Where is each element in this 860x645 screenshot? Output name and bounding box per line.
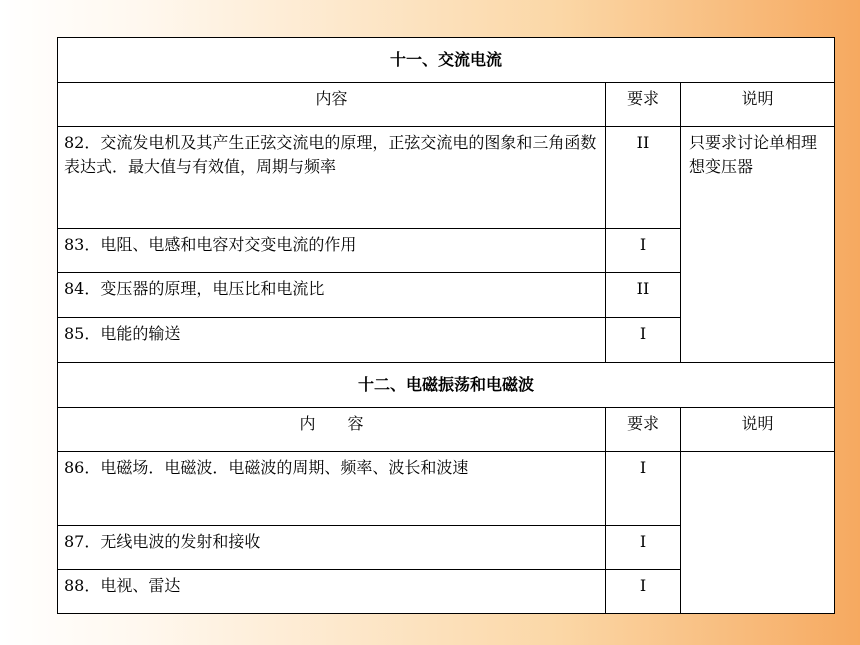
table-header-row	[58, 83, 835, 127]
row-content: 87．无线电波的发射和接收	[58, 526, 606, 570]
section-title: 十二、电磁振荡和电磁波	[58, 363, 835, 408]
column-header-note: 说明	[681, 408, 835, 452]
requirements-table	[57, 37, 835, 614]
column-header-content: 内容	[58, 83, 606, 127]
slide-content	[57, 37, 834, 614]
row-level: I	[606, 570, 681, 614]
row-content: 86．电磁场．电磁波．电磁波的周期、频率、波长和波速	[58, 452, 606, 526]
section-note: 只要求讨论单相理想变压器	[681, 127, 835, 363]
row-level: II	[606, 127, 681, 229]
row-level: I	[606, 229, 681, 273]
row-content: 82．交流发电机及其产生正弦交流电的原理，正弦交流电的图象和三角函数表达式．最大值与有效值，周期与频率	[58, 127, 606, 229]
column-header-note: 说明	[681, 83, 835, 127]
row-level: I	[606, 452, 681, 526]
table-row	[58, 127, 835, 229]
section-title-row	[58, 38, 835, 83]
row-level: II	[606, 273, 681, 318]
section-title: 十一、交流电流	[58, 38, 835, 83]
row-content: 83．电阻、电感和电容对交变电流的作用	[58, 229, 606, 273]
table-header-row	[58, 408, 835, 452]
column-header-content: 内 容	[58, 408, 606, 452]
section-note	[681, 452, 835, 614]
row-content: 88．电视、雷达	[58, 570, 606, 614]
row-content: 85．电能的输送	[58, 318, 606, 363]
column-header-requirement: 要求	[606, 408, 681, 452]
section-title-row	[58, 363, 835, 408]
row-level: I	[606, 318, 681, 363]
row-content: 84．变压器的原理，电压比和电流比	[58, 273, 606, 318]
column-header-requirement: 要求	[606, 83, 681, 127]
table-row	[58, 452, 835, 526]
row-level: I	[606, 526, 681, 570]
